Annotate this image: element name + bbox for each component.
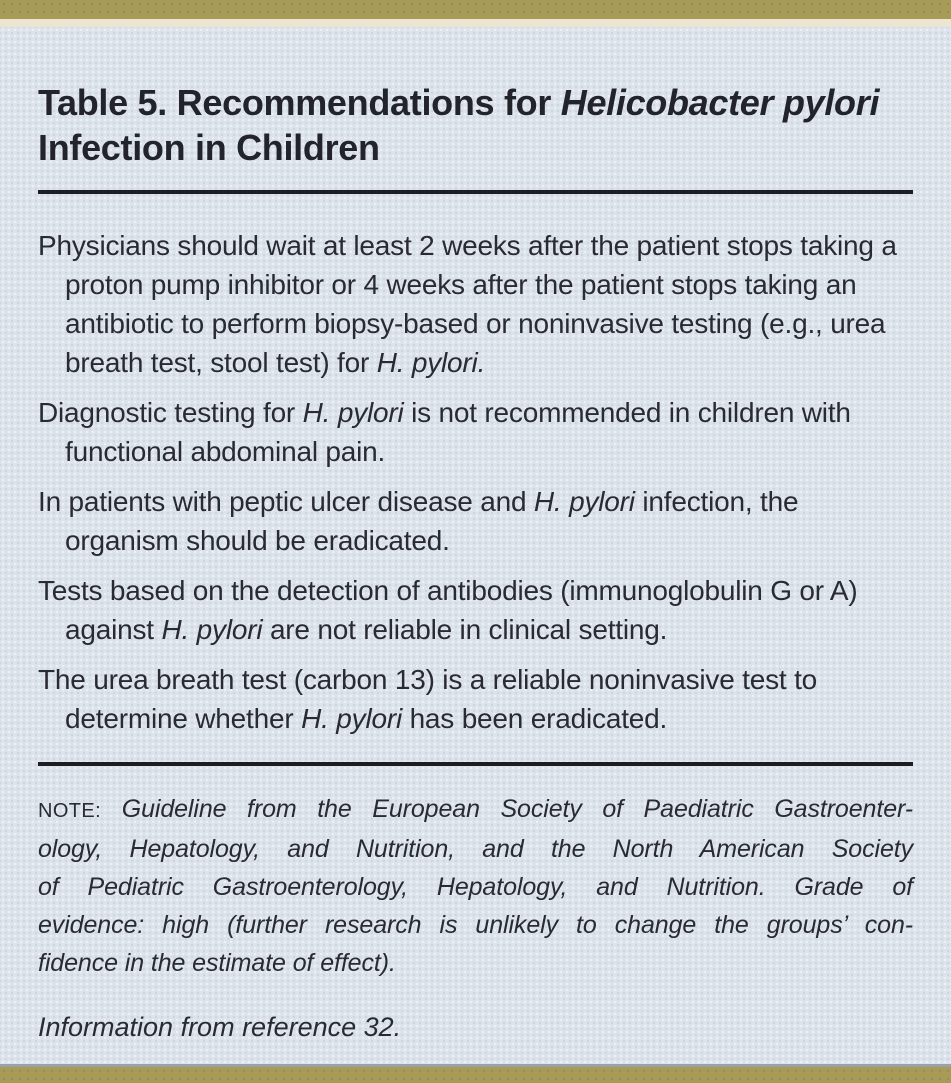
title-segment-italic: Helicobacter pylori	[560, 82, 880, 123]
title-segment: Table 5. Recommendations for	[38, 82, 561, 123]
bottom-accent-bar	[0, 1067, 951, 1083]
table-panel	[0, 27, 951, 1064]
note-line: of Pediatric Gastroenterology, Hepatology, and Nutrition. Grade of	[38, 873, 913, 901]
note-line: fidence in the estimate of effect).	[38, 949, 396, 977]
title-divider-rule	[38, 190, 913, 194]
recommendation-item: Tests based on the detection of antibodies (immunoglobulin G or A) against H. pylori are not reliable in clinical setting.	[38, 575, 858, 645]
note-line: NOTE: Guideline from the European Society of Paediatric Gastroenter-	[38, 795, 913, 823]
recommendation-item: The urea breath test (carbon 13) is a reliable noninvasive test to determine whether H. pylori has been eradicated.	[38, 664, 818, 734]
cream-divider-strip	[0, 19, 951, 27]
recommendation-item: Physicians should wait at least 2 weeks after the patient stops taking a proton pump inhibitor or 4 weeks after the patient stops taking an antibiotic to perform biopsy-based or noninvasive testing (e.g., urea breath test, stool test) for H. pylori.	[38, 230, 897, 378]
note-divider-rule	[38, 762, 913, 766]
recommendations-list	[38, 226, 913, 738]
note-block	[38, 790, 913, 982]
recommendation-item: In patients with peptic ulcer disease and H. pylori infection, the organism should be eradicated.	[38, 486, 799, 556]
top-accent-bar	[0, 0, 951, 19]
table-title	[38, 80, 910, 170]
note-line: evidence: high (further research is unlikely to change the groups’ con-	[38, 911, 913, 939]
note-label: NOTE:	[38, 800, 102, 822]
note-line: ology, Hepatology, and Nutrition, and the North American Society	[38, 835, 913, 863]
title-segment: Infection in Children	[38, 127, 380, 168]
recommendation-item: Diagnostic testing for H. pylori is not recommended in children with functional abdominal pain.	[38, 397, 851, 467]
source-text: Information from reference 32.	[38, 1012, 402, 1042]
